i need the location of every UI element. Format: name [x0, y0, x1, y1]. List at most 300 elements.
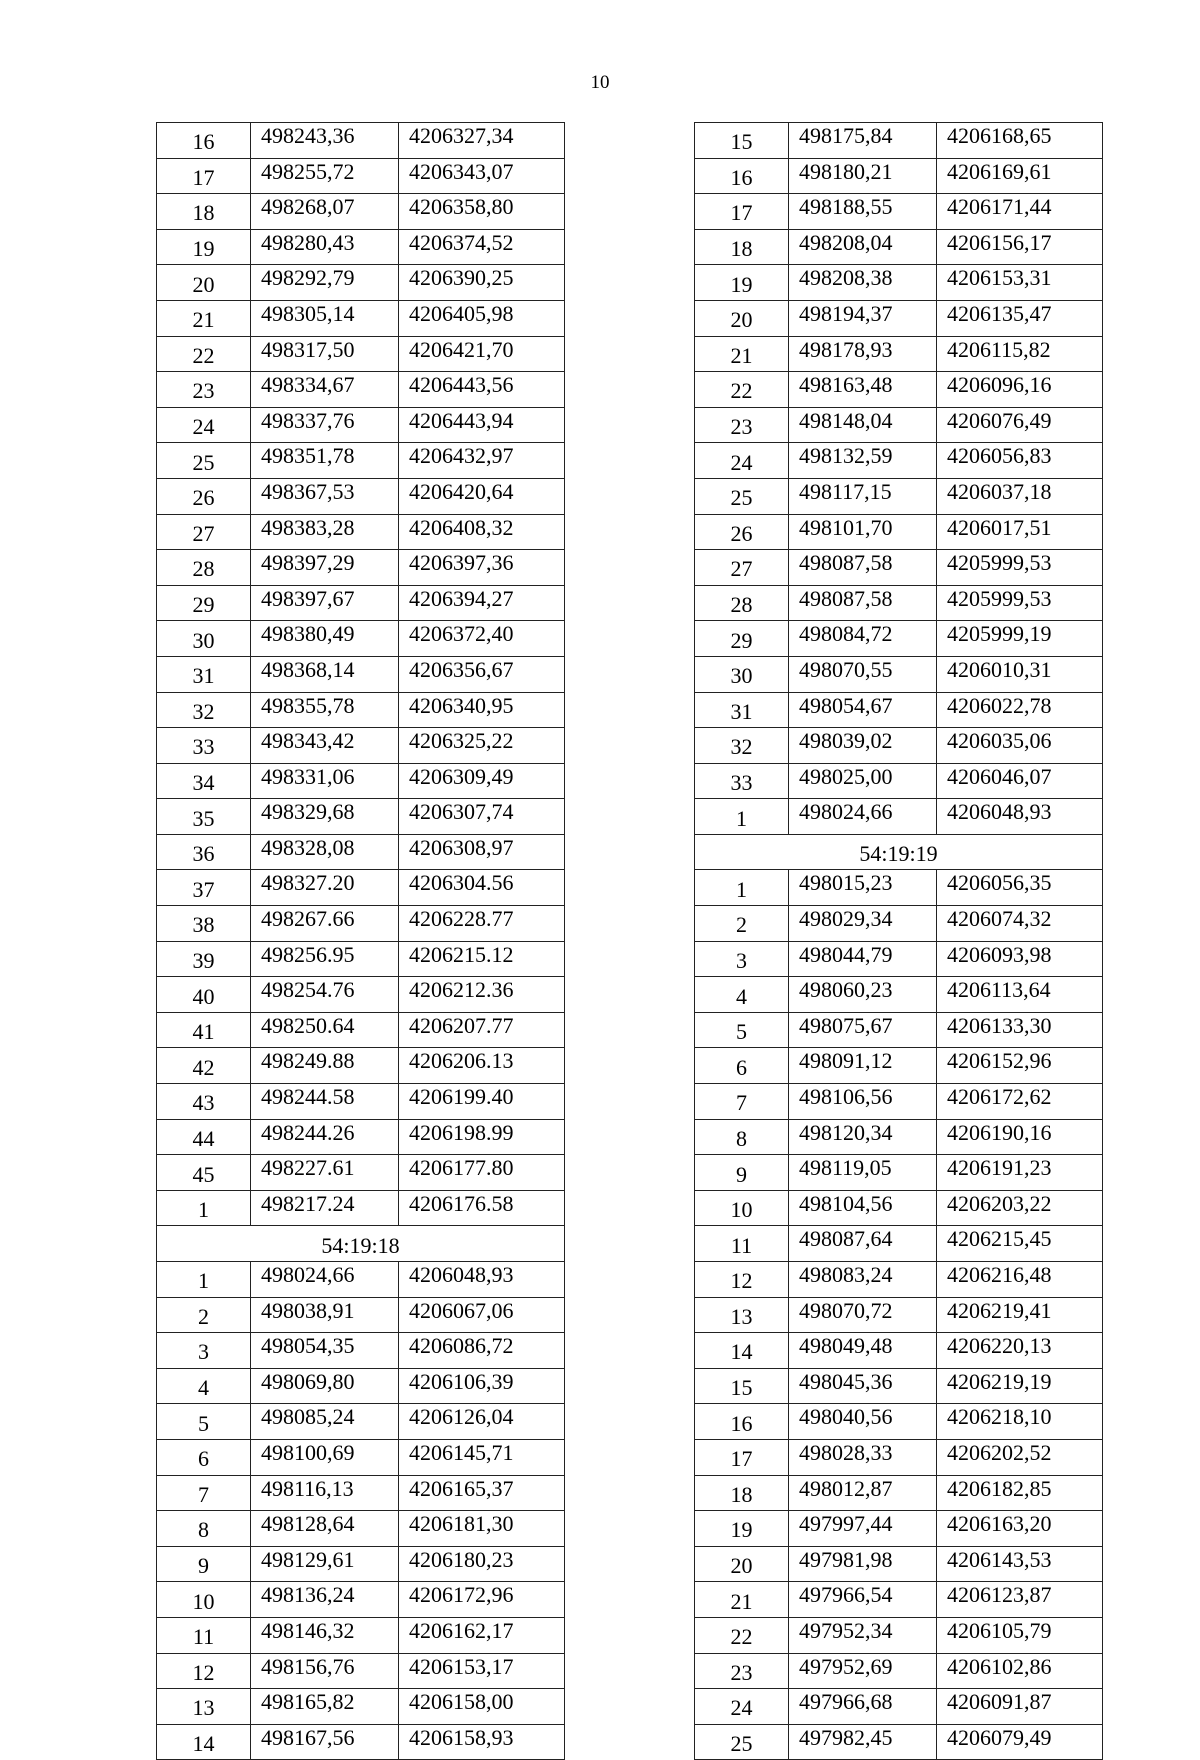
point-number: 36: [157, 834, 251, 870]
x-coordinate: 497982,45: [789, 1724, 937, 1760]
y-coordinate: 4206171,44: [937, 194, 1103, 230]
table-row: [157, 1653, 565, 1689]
table-row: [157, 229, 565, 265]
x-coordinate: 498116,13: [251, 1475, 399, 1511]
table-row: [157, 1724, 565, 1760]
x-coordinate: 498119,05: [789, 1155, 937, 1191]
x-coordinate: 498227.61: [251, 1155, 399, 1191]
x-coordinate: 498039,02: [789, 728, 937, 764]
point-number: 18: [695, 229, 789, 265]
point-number: 38: [157, 906, 251, 942]
table-row: [157, 336, 565, 372]
point-number: 33: [695, 763, 789, 799]
y-coordinate: 4206158,93: [399, 1724, 565, 1760]
point-number: 31: [157, 656, 251, 692]
x-coordinate: 498178,93: [789, 336, 937, 372]
table-row: [157, 906, 565, 942]
x-coordinate: 498329,68: [251, 799, 399, 835]
y-coordinate: 4206182,85: [937, 1475, 1103, 1511]
y-coordinate: 4206086,72: [399, 1333, 565, 1369]
y-coordinate: 4206093,98: [937, 941, 1103, 977]
y-coordinate: 4206219,19: [937, 1368, 1103, 1404]
table-row: [157, 443, 565, 479]
section-header-row: [695, 834, 1103, 870]
y-coordinate: 4206074,32: [937, 906, 1103, 942]
table-row: [695, 1190, 1103, 1226]
table-row: [695, 1084, 1103, 1120]
table-row: [695, 372, 1103, 408]
table-row: [157, 1048, 565, 1084]
table-row: [157, 372, 565, 408]
y-coordinate: 4206443,94: [399, 407, 565, 443]
point-number: 3: [695, 941, 789, 977]
y-coordinate: 4206212.36: [399, 977, 565, 1013]
table-row: [695, 656, 1103, 692]
point-number: 30: [695, 656, 789, 692]
point-number: 15: [695, 1368, 789, 1404]
point-number: 9: [695, 1155, 789, 1191]
table-row: [695, 1155, 1103, 1191]
x-coordinate: 498128,64: [251, 1511, 399, 1547]
table-row: [695, 1119, 1103, 1155]
point-number: 17: [695, 1439, 789, 1475]
point-number: 21: [695, 336, 789, 372]
y-coordinate: 4206037,18: [937, 478, 1103, 514]
point-number: 16: [157, 123, 251, 159]
point-number: 11: [695, 1226, 789, 1262]
point-number: 9: [157, 1546, 251, 1582]
table-row: [157, 763, 565, 799]
x-coordinate: 497952,69: [789, 1653, 937, 1689]
point-number: 6: [695, 1048, 789, 1084]
y-coordinate: 4205999,19: [937, 621, 1103, 657]
x-coordinate: 498380,49: [251, 621, 399, 657]
point-number: 44: [157, 1119, 251, 1155]
x-coordinate: 498083,24: [789, 1262, 937, 1298]
point-number: 32: [695, 728, 789, 764]
point-number: 16: [695, 1404, 789, 1440]
table-row: [695, 1653, 1103, 1689]
point-number: 20: [695, 300, 789, 336]
point-number: 39: [157, 941, 251, 977]
y-coordinate: 4206421,70: [399, 336, 565, 372]
table-row: [157, 1511, 565, 1547]
table-row: [157, 1155, 565, 1191]
y-coordinate: 4206177.80: [399, 1155, 565, 1191]
y-coordinate: 4206206.13: [399, 1048, 565, 1084]
x-coordinate: 497966,54: [789, 1582, 937, 1618]
y-coordinate: 4206307,74: [399, 799, 565, 835]
table-row: [157, 265, 565, 301]
point-number: 22: [157, 336, 251, 372]
table-row: [695, 763, 1103, 799]
y-coordinate: 4206056,83: [937, 443, 1103, 479]
table-row: [695, 1333, 1103, 1369]
table-row: [695, 1404, 1103, 1440]
point-number: 41: [157, 1012, 251, 1048]
y-coordinate: 4206048,93: [399, 1262, 565, 1298]
y-coordinate: 4206076,49: [937, 407, 1103, 443]
x-coordinate: 498040,56: [789, 1404, 937, 1440]
y-coordinate: 4206394,27: [399, 585, 565, 621]
y-coordinate: 4206325,22: [399, 728, 565, 764]
point-number: 26: [157, 478, 251, 514]
table-row: [157, 1297, 565, 1333]
x-coordinate: 498024,66: [251, 1262, 399, 1298]
point-number: 29: [157, 585, 251, 621]
table-row: [695, 514, 1103, 550]
table-row: [695, 1689, 1103, 1725]
x-coordinate: 498165,82: [251, 1689, 399, 1725]
point-number: 2: [695, 906, 789, 942]
point-number: 42: [157, 1048, 251, 1084]
y-coordinate: 4206113,64: [937, 977, 1103, 1013]
x-coordinate: 498317,50: [251, 336, 399, 372]
point-number: 24: [695, 443, 789, 479]
y-coordinate: 4206207.77: [399, 1012, 565, 1048]
table-row: [695, 1048, 1103, 1084]
table-row: [157, 1262, 565, 1298]
point-number: 11: [157, 1617, 251, 1653]
y-coordinate: 4206390,25: [399, 265, 565, 301]
y-coordinate: 4206162,17: [399, 1617, 565, 1653]
point-number: 22: [695, 1617, 789, 1653]
x-coordinate: 498268,07: [251, 194, 399, 230]
x-coordinate: 498249.88: [251, 1048, 399, 1084]
x-coordinate: 498129,61: [251, 1546, 399, 1582]
x-coordinate: 498208,04: [789, 229, 937, 265]
table-row: [157, 977, 565, 1013]
point-number: 25: [157, 443, 251, 479]
x-coordinate: 498256.95: [251, 941, 399, 977]
x-coordinate: 498163,48: [789, 372, 937, 408]
table-row: [157, 158, 565, 194]
table-row: [157, 478, 565, 514]
table-row: [157, 870, 565, 906]
x-coordinate: 498045,36: [789, 1368, 937, 1404]
table-row: [695, 443, 1103, 479]
table-row: [695, 194, 1103, 230]
x-coordinate: 498087,64: [789, 1226, 937, 1262]
x-coordinate: 498337,76: [251, 407, 399, 443]
table-row: [695, 1439, 1103, 1475]
y-coordinate: 4206216,48: [937, 1262, 1103, 1298]
x-coordinate: 498175,84: [789, 123, 937, 159]
table-row: [157, 1190, 565, 1226]
y-coordinate: 4206327,34: [399, 123, 565, 159]
table-row: [157, 692, 565, 728]
point-number: 19: [695, 265, 789, 301]
x-coordinate: 498148,04: [789, 407, 937, 443]
x-coordinate: 498244.58: [251, 1084, 399, 1120]
point-number: 19: [695, 1511, 789, 1547]
table-row: [157, 1475, 565, 1511]
y-coordinate: 4206010,31: [937, 656, 1103, 692]
y-coordinate: 4206156,17: [937, 229, 1103, 265]
point-number: 4: [695, 977, 789, 1013]
point-number: 14: [157, 1724, 251, 1760]
point-number: 10: [695, 1190, 789, 1226]
x-coordinate: 498367,53: [251, 478, 399, 514]
x-coordinate: 498060,23: [789, 977, 937, 1013]
page-number: 10: [590, 72, 610, 93]
table-row: [157, 1012, 565, 1048]
section-header-row: [157, 1226, 565, 1262]
x-coordinate: 498025,00: [789, 763, 937, 799]
y-coordinate: 4206152,96: [937, 1048, 1103, 1084]
x-coordinate: 498120,34: [789, 1119, 937, 1155]
x-coordinate: 498334,67: [251, 372, 399, 408]
x-coordinate: 498132,59: [789, 443, 937, 479]
table-row: [157, 300, 565, 336]
table-row: [157, 1368, 565, 1404]
table-row: [695, 1617, 1103, 1653]
y-coordinate: 4206202,52: [937, 1439, 1103, 1475]
y-coordinate: 4206180,23: [399, 1546, 565, 1582]
x-coordinate: 498280,43: [251, 229, 399, 265]
x-coordinate: 498255,72: [251, 158, 399, 194]
table-row: [157, 1689, 565, 1725]
x-coordinate: 498292,79: [251, 265, 399, 301]
point-number: 23: [695, 407, 789, 443]
y-coordinate: 4206356,67: [399, 656, 565, 692]
point-number: 30: [157, 621, 251, 657]
point-number: 2: [157, 1297, 251, 1333]
point-number: 1: [695, 870, 789, 906]
point-number: 31: [695, 692, 789, 728]
y-coordinate: 4206228.77: [399, 906, 565, 942]
y-coordinate: 4206169,61: [937, 158, 1103, 194]
x-coordinate: 498250.64: [251, 1012, 399, 1048]
x-coordinate: 498101,70: [789, 514, 937, 550]
table-row: [157, 194, 565, 230]
table-row: [695, 870, 1103, 906]
point-number: 1: [157, 1262, 251, 1298]
point-number: 43: [157, 1084, 251, 1120]
point-number: 25: [695, 478, 789, 514]
y-coordinate: 4206022,78: [937, 692, 1103, 728]
table-row: [157, 1119, 565, 1155]
point-number: 26: [695, 514, 789, 550]
y-coordinate: 4206215,45: [937, 1226, 1103, 1262]
x-coordinate: 497966,68: [789, 1689, 937, 1725]
y-coordinate: 4206096,16: [937, 372, 1103, 408]
x-coordinate: 498305,14: [251, 300, 399, 336]
table-row: [157, 1404, 565, 1440]
table-row: [157, 585, 565, 621]
point-number: 6: [157, 1439, 251, 1475]
y-coordinate: 4206397,36: [399, 550, 565, 586]
x-coordinate: 498085,24: [251, 1404, 399, 1440]
table-row: [157, 550, 565, 586]
point-number: 5: [695, 1012, 789, 1048]
y-coordinate: 4206035,06: [937, 728, 1103, 764]
y-coordinate: 4206123,87: [937, 1582, 1103, 1618]
table-row: [695, 692, 1103, 728]
x-coordinate: 498194,37: [789, 300, 937, 336]
point-number: 12: [695, 1262, 789, 1298]
point-number: 21: [157, 300, 251, 336]
x-coordinate: 498331,06: [251, 763, 399, 799]
x-coordinate: 498180,21: [789, 158, 937, 194]
point-number: 16: [695, 158, 789, 194]
y-coordinate: 4206163,20: [937, 1511, 1103, 1547]
y-coordinate: 4206405,98: [399, 300, 565, 336]
y-coordinate: 4206191,23: [937, 1155, 1103, 1191]
x-coordinate: 498156,76: [251, 1653, 399, 1689]
point-number: 18: [695, 1475, 789, 1511]
y-coordinate: 4206432,97: [399, 443, 565, 479]
table-row: [157, 514, 565, 550]
point-number: 21: [695, 1582, 789, 1618]
table-row: [695, 300, 1103, 336]
y-coordinate: 4206067,06: [399, 1297, 565, 1333]
table-row: [157, 1582, 565, 1618]
x-coordinate: 498106,56: [789, 1084, 937, 1120]
table-row: [157, 407, 565, 443]
y-coordinate: 4206420,64: [399, 478, 565, 514]
x-coordinate: 498049,48: [789, 1333, 937, 1369]
point-number: 4: [157, 1368, 251, 1404]
point-number: 22: [695, 372, 789, 408]
point-number: 8: [157, 1511, 251, 1547]
point-number: 1: [695, 799, 789, 835]
y-coordinate: 4206219,41: [937, 1297, 1103, 1333]
table-row: [695, 336, 1103, 372]
table-row: [695, 158, 1103, 194]
x-coordinate: 498015,23: [789, 870, 937, 906]
point-number: 34: [157, 763, 251, 799]
point-number: 15: [695, 123, 789, 159]
table-row: [695, 621, 1103, 657]
x-coordinate: 498351,78: [251, 443, 399, 479]
table-row: [157, 941, 565, 977]
y-coordinate: 4206198.99: [399, 1119, 565, 1155]
y-coordinate: 4206308,97: [399, 834, 565, 870]
point-number: 5: [157, 1404, 251, 1440]
coordinates-table-left-body: [157, 123, 565, 1760]
point-number: 33: [157, 728, 251, 764]
y-coordinate: 4206172,62: [937, 1084, 1103, 1120]
x-coordinate: 498368,14: [251, 656, 399, 692]
y-coordinate: 4206106,39: [399, 1368, 565, 1404]
point-number: 10: [157, 1582, 251, 1618]
table-row: [695, 1511, 1103, 1547]
point-number: 8: [695, 1119, 789, 1155]
x-coordinate: 497981,98: [789, 1546, 937, 1582]
table-row: [695, 265, 1103, 301]
y-coordinate: 4205999,53: [937, 550, 1103, 586]
y-coordinate: 4206153,17: [399, 1653, 565, 1689]
point-number: 25: [695, 1724, 789, 1760]
x-coordinate: 498070,72: [789, 1297, 937, 1333]
y-coordinate: 4206215.12: [399, 941, 565, 977]
table-row: [157, 1439, 565, 1475]
x-coordinate: 498054,67: [789, 692, 937, 728]
x-coordinate: 498100,69: [251, 1439, 399, 1475]
x-coordinate: 498383,28: [251, 514, 399, 550]
y-coordinate: 4206340,95: [399, 692, 565, 728]
table-row: [695, 799, 1103, 835]
table-row: [695, 1475, 1103, 1511]
y-coordinate: 4205999,53: [937, 585, 1103, 621]
x-coordinate: 498146,32: [251, 1617, 399, 1653]
x-coordinate: 498328,08: [251, 834, 399, 870]
table-row: [695, 728, 1103, 764]
point-number: 28: [157, 550, 251, 586]
point-number: 45: [157, 1155, 251, 1191]
y-coordinate: 4206079,49: [937, 1724, 1103, 1760]
table-row: [695, 1582, 1103, 1618]
point-number: 24: [695, 1689, 789, 1725]
point-number: 35: [157, 799, 251, 835]
y-coordinate: 4206220,13: [937, 1333, 1103, 1369]
point-number: 32: [157, 692, 251, 728]
y-coordinate: 4206091,87: [937, 1689, 1103, 1725]
point-number: 7: [695, 1084, 789, 1120]
x-coordinate: 498054,35: [251, 1333, 399, 1369]
y-coordinate: 4206126,04: [399, 1404, 565, 1440]
point-number: 18: [157, 194, 251, 230]
y-coordinate: 4206372,40: [399, 621, 565, 657]
y-coordinate: 4206176.58: [399, 1190, 565, 1226]
x-coordinate: 498012,87: [789, 1475, 937, 1511]
x-coordinate: 498028,33: [789, 1439, 937, 1475]
coordinates-table-right: [694, 122, 1103, 1760]
x-coordinate: 498044,79: [789, 941, 937, 977]
y-coordinate: 4206203,22: [937, 1190, 1103, 1226]
y-coordinate: 4206181,30: [399, 1511, 565, 1547]
x-coordinate: 498208,38: [789, 265, 937, 301]
x-coordinate: 498087,58: [789, 585, 937, 621]
point-number: 23: [695, 1653, 789, 1689]
x-coordinate: 498244.26: [251, 1119, 399, 1155]
x-coordinate: 498069,80: [251, 1368, 399, 1404]
point-number: 17: [157, 158, 251, 194]
x-coordinate: 498091,12: [789, 1048, 937, 1084]
y-coordinate: 4206172,96: [399, 1582, 565, 1618]
table-row: [695, 906, 1103, 942]
table-row: [695, 1297, 1103, 1333]
point-number: 19: [157, 229, 251, 265]
table-row: [695, 123, 1103, 159]
table-row: [157, 1084, 565, 1120]
point-number: 28: [695, 585, 789, 621]
y-coordinate: 4206218,10: [937, 1404, 1103, 1440]
y-coordinate: 4206304.56: [399, 870, 565, 906]
point-number: 13: [157, 1689, 251, 1725]
y-coordinate: 4206168,65: [937, 123, 1103, 159]
x-coordinate: 498104,56: [789, 1190, 937, 1226]
x-coordinate: 498254.76: [251, 977, 399, 1013]
y-coordinate: 4206017,51: [937, 514, 1103, 550]
point-number: 27: [157, 514, 251, 550]
table-row: [695, 977, 1103, 1013]
y-coordinate: 4206048,93: [937, 799, 1103, 835]
table-row: [157, 1617, 565, 1653]
x-coordinate: 498038,91: [251, 1297, 399, 1333]
y-coordinate: 4206115,82: [937, 336, 1103, 372]
point-number: 12: [157, 1653, 251, 1689]
y-coordinate: 4206046,07: [937, 763, 1103, 799]
y-coordinate: 4206443,56: [399, 372, 565, 408]
table-row: [695, 407, 1103, 443]
point-number: 40: [157, 977, 251, 1013]
table-row: [157, 728, 565, 764]
x-coordinate: 498397,67: [251, 585, 399, 621]
y-coordinate: 4206343,07: [399, 158, 565, 194]
x-coordinate: 498075,67: [789, 1012, 937, 1048]
